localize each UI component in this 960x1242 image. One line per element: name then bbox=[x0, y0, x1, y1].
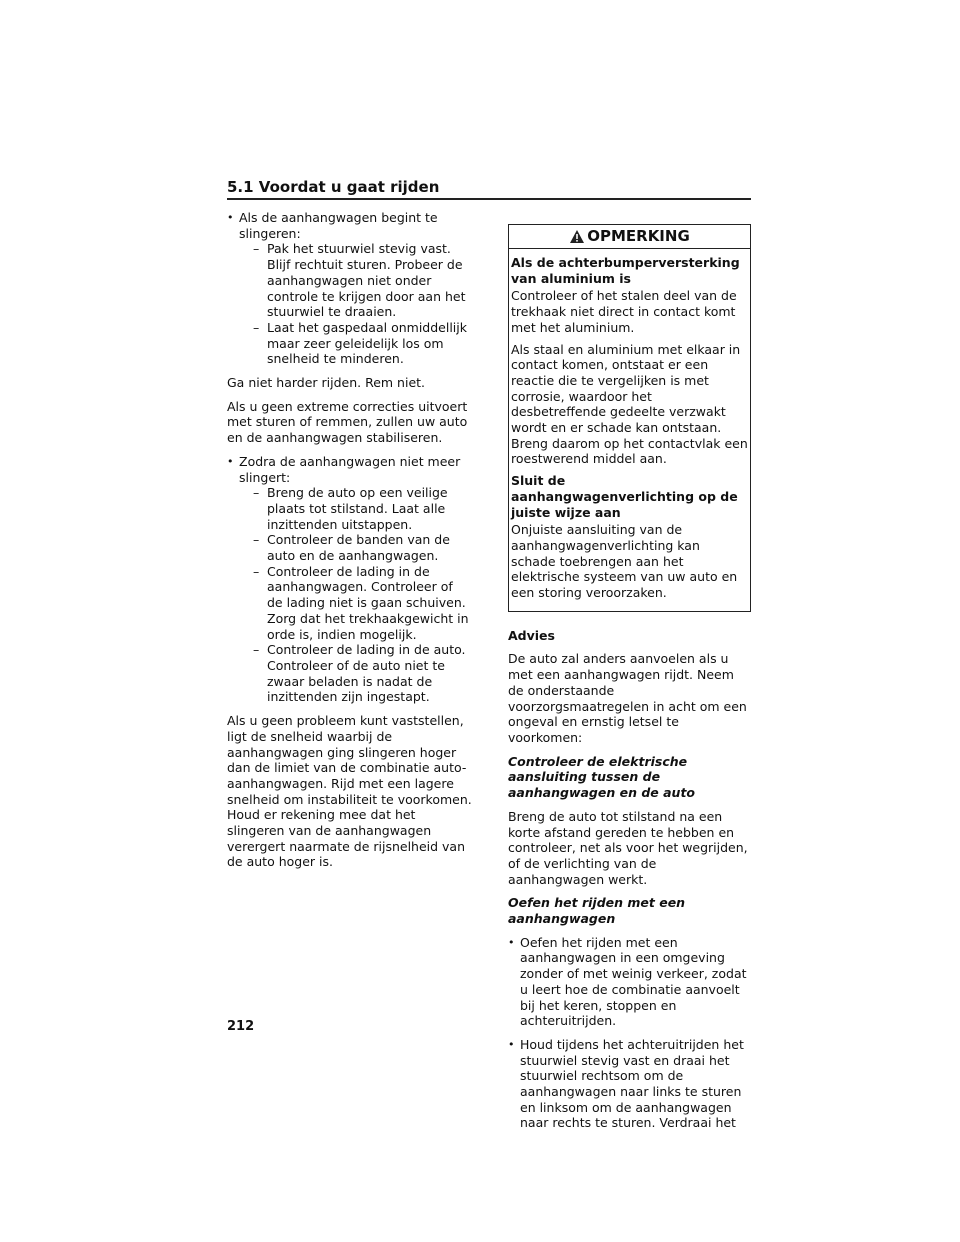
note-heading: Als de achterbumperversterking van aluminium is bbox=[511, 255, 740, 286]
bullet-item bbox=[227, 454, 472, 705]
paragraph: Breng de auto tot stilstand na een korte afstand gereden te hebben en controleer, net als voor het wegrijden, of de verlichting van de aanhangwagen werkt. bbox=[508, 808, 748, 887]
bullet-item: • Oefen het rijden met een aanhangwagen in een omgeving zonder of met weinig verkeer, zodat u leert hoe de combinatie aanvoelt bij het keren, stoppen en achteruitrijden. bbox=[508, 935, 751, 1029]
warning-icon bbox=[569, 227, 587, 245]
right-column bbox=[508, 224, 751, 1139]
note-paragraph: Onjuiste aansluiting van de aanhangwagenverlichting kan schade toebrengen aan het elektrische systeem van uw auto en een storing veroorzaken. bbox=[511, 522, 738, 601]
paragraph: De auto zal anders aanvoelen als u met een aanhangwagen rijdt. Neem de onderstaande voorzorgsmaatregelen in acht om een ongeval en ernstig letsel te voorkomen: bbox=[508, 651, 747, 745]
note-heading: Sluit de aanhangwagenverlichting op de juiste wijze aan bbox=[511, 473, 738, 520]
note-paragraph: Als staal en aluminium met elkaar in contact komen, ontstaat er een reactie die te vergelijken is met corrosie, waardoor het desbetreffende gedeelte verzwakt wordt en er schade kan ontstaan. Breng daarom op het contactvlak een roestwerend middel aan. bbox=[511, 341, 748, 467]
sub-item: – Pak het stuurwiel stevig vast. Blijf rechtuit sturen. Probeer de aanhangwagen niet onder controle te krijgen door aan het stuurwiel te draaien. bbox=[239, 241, 472, 320]
bullet-item bbox=[227, 210, 472, 367]
sub-item: – Controleer de lading in de auto. Controleer of de auto niet te zwaar beladen is nadat de inzittenden zijn ingestapt. bbox=[239, 642, 472, 705]
note-paragraph: Controleer of het stalen deel van de trekhaak niet direct in contact komt met het aluminium. bbox=[511, 288, 737, 335]
note-header bbox=[509, 225, 750, 249]
section-header: 5.1 Voordat u gaat rijden bbox=[227, 178, 440, 196]
paragraph: Ga niet harder rijden. Rem niet. bbox=[227, 375, 426, 391]
paragraph: Als u geen probleem kunt vaststellen, ligt de snelheid waarbij de aanhangwagen ging slingeren hoger dan de limiet van de combinatie auto-aanhangwagen. Rijd met een lagere snelheid om instabiliteit te voorkomen. Houd er rekening mee dat het slingeren van de aanhangwagen verergert naarmate de rijsnelheid van de auto hoger is. bbox=[227, 713, 472, 870]
note-box bbox=[508, 224, 751, 612]
sub-item: – Breng de auto op een veilige plaats tot stilstand. Laat alle inzittenden uitstappen. bbox=[239, 485, 472, 532]
header-divider bbox=[227, 198, 751, 200]
note-body bbox=[509, 249, 750, 601]
page-number: 212 bbox=[227, 1019, 255, 1034]
subheading: Controleer de elektrische aansluiting tussen de aanhangwagen en de auto bbox=[508, 753, 696, 801]
left-column bbox=[227, 210, 472, 878]
section-title: Advies bbox=[508, 627, 555, 643]
sub-item: – Laat het gaspedaal onmiddellijk maar zeer geleidelijk los om snelheid te minderen. bbox=[239, 320, 472, 367]
paragraph: Als u geen extreme correcties uitvoert met sturen of remmen, zullen uw auto en de aanhangwagen stabiliseren. bbox=[227, 398, 468, 446]
bullet-text: • Zodra de aanhangwagen niet meer slingert: bbox=[239, 453, 461, 485]
sub-item: – Controleer de banden van de auto en de aanhangwagen. bbox=[239, 532, 472, 563]
note-title: OPMERKING bbox=[587, 227, 690, 245]
bullet-text: • Als de aanhangwagen begint te slingeren: bbox=[239, 210, 438, 241]
sub-item: – Controleer de lading in de aanhangwagen. Controleer of de lading niet is gaan schuiven. Zorg dat het trekhaakgewicht in orde is, indien mogelijk. bbox=[239, 564, 472, 643]
subheading: Oefen het rijden met een aanhangwagen bbox=[508, 895, 686, 927]
bullet-item: • Houd tijdens het achteruitrijden het stuurwiel stevig vast en draai het stuurwiel rechtsom om de aanhangwagen naar links te sturen en linksom om de aanhangwagen naar rechts te sturen. Verdraai het bbox=[508, 1037, 751, 1131]
